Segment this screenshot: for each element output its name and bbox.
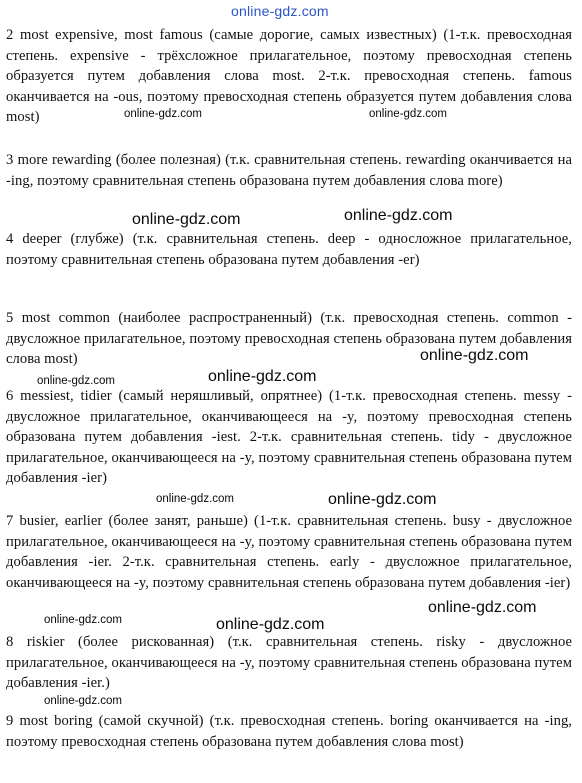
answer-paragraph-8: 8 riskier (более рискованная) (т.к. сравнительная степень. risky - двусложное прилагательное, оканчивающееся на -y, поэтому сравнительная степень образована путем добавления -ier.) xyxy=(6,634,572,692)
watermark: online-gdz.com xyxy=(344,207,453,224)
watermark: online-gdz.com xyxy=(420,347,529,364)
watermark: online-gdz.com xyxy=(44,614,122,626)
watermark: online-gdz.com xyxy=(428,599,537,616)
answer-paragraph-7: 7 busier, earlier (более занят, раньше) (1-т.к. сравнительная степень. busy - двусложное прилагательное, оканчивающееся на -y, поэтому сравнительная степень образована путем добавления -ier. 2-т.к. сравнительная степень. early - двусложное прилагательное, оканчивающееся на -y, поэтому сравнительная степень образована путем добавления -ier) xyxy=(6,513,572,591)
watermark: online-gdz.com xyxy=(132,211,241,228)
watermark: online-gdz.com xyxy=(216,616,325,633)
answer-paragraph-9: 9 most boring (самой скучной) (т.к. превосходная степень. boring оканчивается на -ing, поэтому превосходная степень образована путем добавления слова most) xyxy=(6,713,572,750)
watermark: online-gdz.com xyxy=(124,108,202,120)
watermark: online-gdz.com xyxy=(37,375,115,387)
answer-paragraph-6: 6 messiest, tidier (самый неряшливый, опрятнее) (1-т.к. превосходная степень. messy - двусложное прилагательное, оканчивающееся на -y, поэтому превосходная степень образована путем добавления -iest. 2-т.к. сравнительная степень. tidy - двусложное прилагательное, оканчивающееся на -y, поэтому сравнительная степень образована путем добавления -ier) xyxy=(6,388,572,487)
answer-paragraph-2: 2 most expensive, most famous (самые дорогие, самых известных) (1-т.к. превосходная степень. expensive - трёхсложное прилагательное, поэтому превосходная степень образуется путем добавления слова most. 2-т.к. превосходная степень. famous оканчивается на -ous, поэтому превосходная степень образуется путем добавления слова most) xyxy=(6,27,572,126)
watermark: online-gdz.com xyxy=(208,368,317,385)
watermark: online-gdz.com xyxy=(328,491,437,508)
watermark: online-gdz.com xyxy=(369,108,447,120)
answer-paragraph-5: 5 most common (наиболее распространенный) (т.к. превосходная степень. common - двусложное прилагательное, поэтому превосходная степень образована путем добавления слова most) xyxy=(6,310,572,368)
answer-paragraph-4: 4 deeper (глубже) (т.к. сравнительная степень. deep - односложное прилагательное, поэтому сравнительная степень образована путем добавления -er) xyxy=(6,231,572,268)
watermark: online-gdz.com xyxy=(156,493,234,505)
watermark-top: online-gdz.com xyxy=(231,3,329,19)
watermark: online-gdz.com xyxy=(44,695,122,707)
answer-paragraph-3: 3 more rewarding (более полезная) (т.к. сравнительная степень. rewarding оканчивается на -ing, поэтому сравнительная степень образована путем добавления слова more) xyxy=(6,152,572,189)
